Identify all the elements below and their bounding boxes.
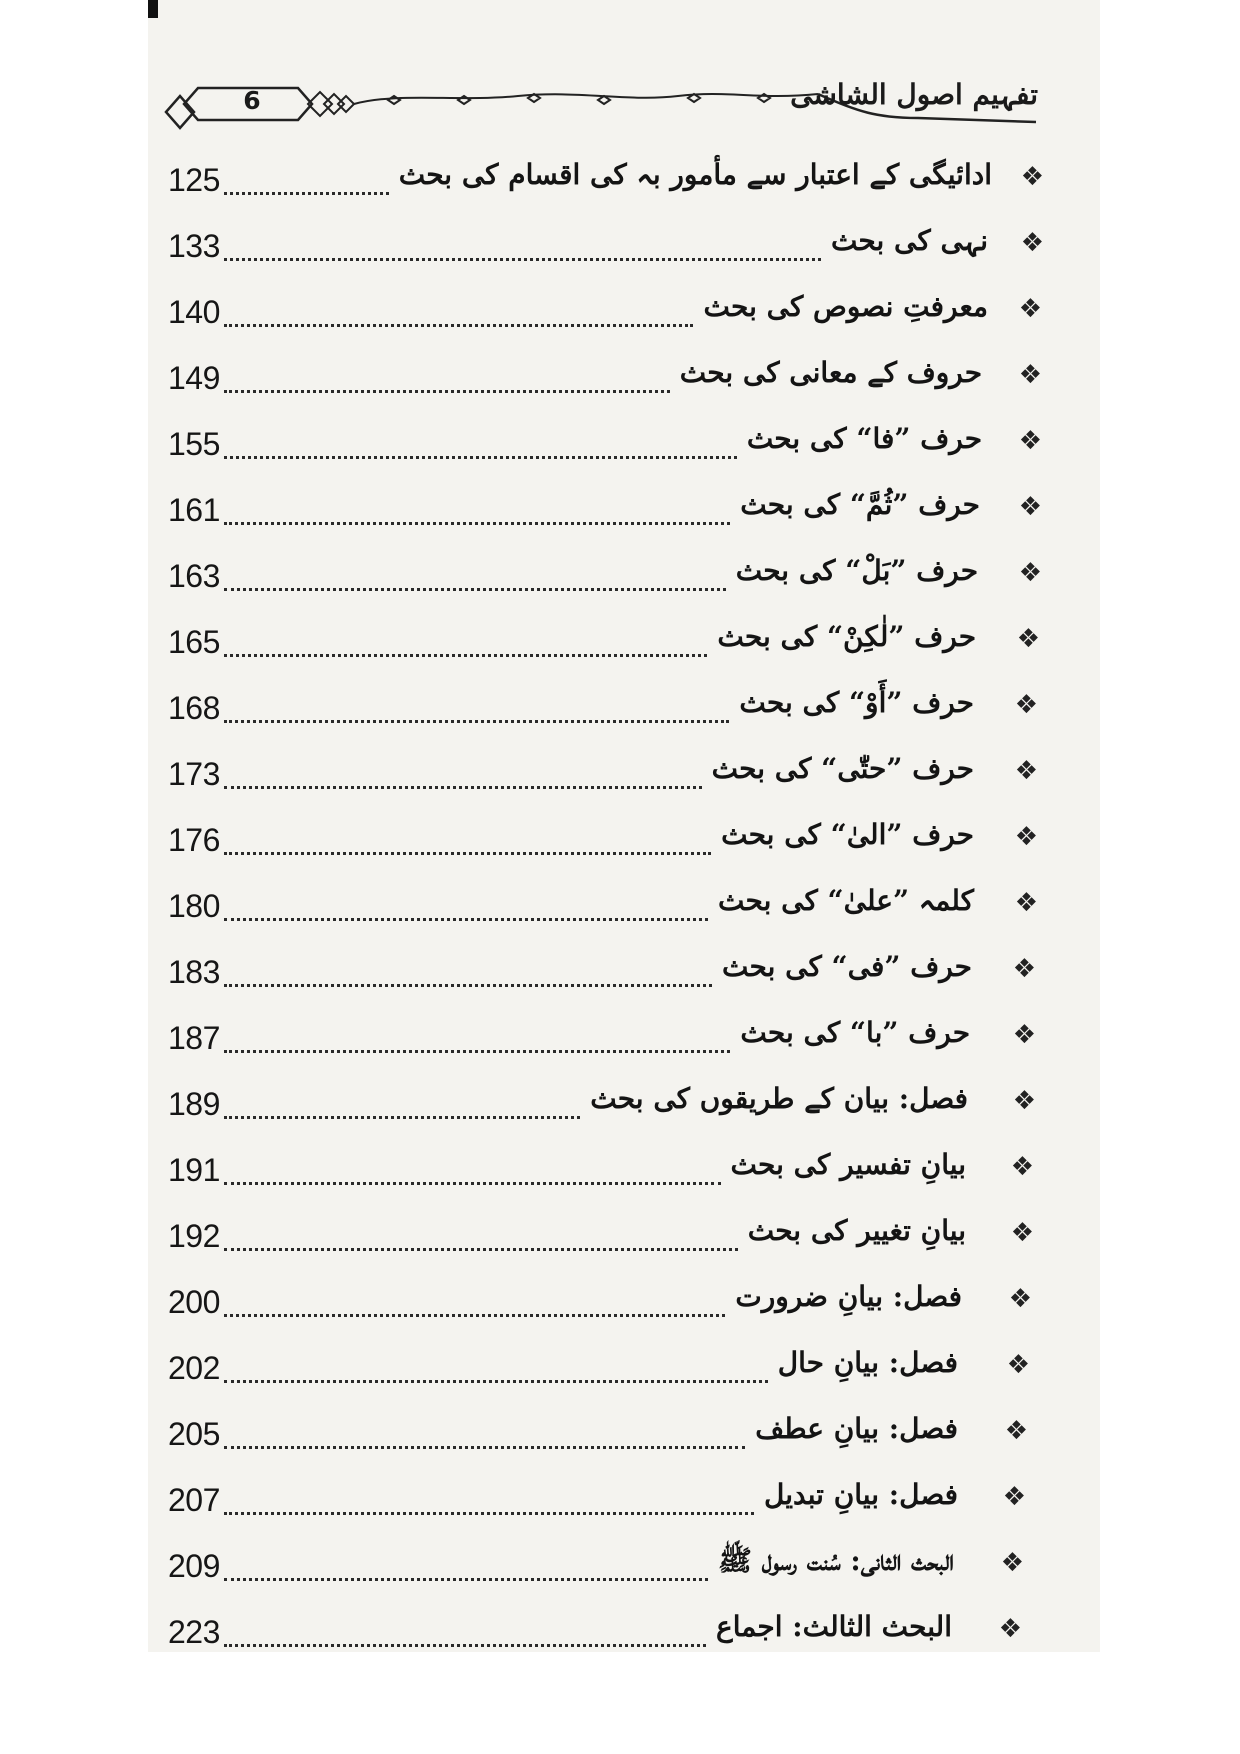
dot-leader — [224, 390, 670, 393]
diamond-bullet-icon: ❖ — [1008, 1284, 1032, 1314]
toc-page-number: 149 — [168, 360, 220, 396]
toc-entry-title: البحث الثانی: سُنت رسول ﷺ — [718, 1544, 954, 1577]
toc-page-number: 165 — [168, 624, 220, 660]
diamond-bullet-icon: ❖ — [1006, 1350, 1030, 1380]
toc-entry — [148, 154, 1100, 220]
toc-page-number: 209 — [168, 1548, 220, 1584]
toc-entry — [148, 1540, 1100, 1606]
dot-leader — [224, 456, 737, 459]
toc-entry — [148, 1408, 1100, 1474]
toc-entry-title: فصل: بیانِ عطف — [755, 1412, 958, 1445]
toc-entry — [148, 1144, 1100, 1210]
diamond-bullet-icon: ❖ — [1004, 1416, 1028, 1446]
toc-entry-title: حرف ”فی“ کی بحث — [722, 950, 972, 983]
toc-entry — [148, 1606, 1100, 1652]
toc-page-number: 125 — [168, 162, 220, 198]
toc-page-number: 205 — [168, 1416, 220, 1452]
toc-entry-title: ادائیگی کے اعتبار سے مأمور بہ کی اقسام کی بحث — [398, 158, 992, 191]
toc-entry-title: حرف ”حتّٰی“ کی بحث — [711, 752, 974, 785]
toc-entry — [148, 484, 1100, 550]
toc-entry-title: حرف ”با“ کی بحث — [740, 1016, 970, 1049]
toc-entry-title: حرف ”فا“ کی بحث — [746, 422, 982, 455]
toc-entry-title: حرف ”أَوْ“ کی بحث — [739, 686, 974, 719]
toc-entry-title: حرف ”الیٰ“ کی بحث — [721, 818, 974, 851]
toc-entry — [148, 418, 1100, 484]
toc-page-number: 187 — [168, 1020, 220, 1056]
toc-entry — [148, 1012, 1100, 1078]
toc-page-number: 176 — [168, 822, 220, 858]
toc-page-number: 223 — [168, 1614, 220, 1650]
diamond-bullet-icon: ❖ — [1012, 954, 1036, 984]
diamond-bullet-icon: ❖ — [1014, 822, 1038, 852]
diamond-bullet-icon: ❖ — [1018, 492, 1042, 522]
dot-leader — [224, 720, 729, 723]
toc-page-number: 192 — [168, 1218, 220, 1254]
toc-entry-title: حرف ”بَلْ“ کی بحث — [735, 554, 978, 587]
diamond-bullet-icon: ❖ — [1000, 1548, 1024, 1578]
toc-entry — [148, 1210, 1100, 1276]
toc-entry — [148, 682, 1100, 748]
diamond-bullet-icon: ❖ — [1018, 426, 1042, 456]
book-title: تفہیم اصول الشاشی — [790, 78, 1038, 111]
toc-entry — [148, 814, 1100, 880]
toc-page-number: 168 — [168, 690, 220, 726]
toc-entry — [148, 1276, 1100, 1342]
toc-entry — [148, 616, 1100, 682]
diamond-bullet-icon: ❖ — [1014, 690, 1038, 720]
dot-leader — [224, 654, 707, 657]
toc-entry — [148, 1342, 1100, 1408]
toc-entry — [148, 220, 1100, 286]
toc-entry-title: معرفتِ نصوص کی بحث — [703, 290, 988, 323]
toc-entry — [148, 1078, 1100, 1144]
toc-entry-title: حروف کے معانی کی بحث — [679, 356, 982, 389]
diamond-bullet-icon: ❖ — [1002, 1482, 1026, 1512]
dot-leader — [224, 1512, 754, 1515]
dot-leader — [224, 1248, 738, 1251]
diamond-bullet-icon: ❖ — [1012, 1020, 1036, 1050]
diamond-bullet-icon: ❖ — [1020, 228, 1044, 258]
toc-entry — [148, 748, 1100, 814]
diamond-bullet-icon: ❖ — [998, 1614, 1022, 1644]
toc-page-number: 202 — [168, 1350, 220, 1386]
toc-entry — [148, 352, 1100, 418]
running-header — [158, 72, 1048, 142]
dot-leader — [224, 324, 693, 327]
toc-page-number: 133 — [168, 228, 220, 264]
dot-leader — [224, 852, 711, 855]
dot-leader — [224, 258, 821, 261]
diamond-bullet-icon: ❖ — [1010, 1218, 1034, 1248]
toc-page-number: 140 — [168, 294, 220, 330]
diamond-bullet-icon: ❖ — [1014, 756, 1038, 786]
diamond-bullet-icon: ❖ — [1020, 162, 1044, 192]
dot-leader — [224, 786, 702, 789]
toc-page-number: 207 — [168, 1482, 220, 1518]
diamond-bullet-icon: ❖ — [1014, 888, 1038, 918]
toc-page-number: 189 — [168, 1086, 220, 1122]
dot-leader — [224, 1578, 708, 1581]
toc-entry — [148, 1474, 1100, 1540]
table-of-contents — [148, 154, 1100, 1652]
toc-entry — [148, 550, 1100, 616]
toc-page-number: 180 — [168, 888, 220, 924]
toc-entry-title: فصل: بیانِ ضرورت — [735, 1280, 962, 1313]
diamond-bullet-icon: ❖ — [1016, 624, 1040, 654]
toc-page-number: 161 — [168, 492, 220, 528]
dot-leader — [224, 1446, 745, 1449]
dot-leader — [224, 984, 712, 987]
toc-entry-title: فصل: بیان کے طریقوں کی بحث — [590, 1082, 968, 1115]
diamond-bullet-icon: ❖ — [1018, 294, 1042, 324]
toc-page-number: 163 — [168, 558, 220, 594]
toc-page-number: 200 — [168, 1284, 220, 1320]
dot-leader — [224, 522, 730, 525]
diamond-bullet-icon: ❖ — [1010, 1152, 1034, 1182]
page-number: 6 — [243, 86, 261, 115]
diamond-bullet-icon: ❖ — [1012, 1086, 1036, 1116]
toc-page-number: 173 — [168, 756, 220, 792]
toc-entry-title: بیانِ تغییر کی بحث — [747, 1214, 966, 1247]
dot-leader — [224, 1050, 730, 1053]
toc-entry-title: حرف ”ثُمَّ“ کی بحث — [740, 488, 980, 521]
toc-page-number: 155 — [168, 426, 220, 462]
dot-leader — [224, 1182, 721, 1185]
dot-leader — [224, 192, 389, 195]
dot-leader — [224, 918, 708, 921]
toc-entry-title: بیانِ تفسیر کی بحث — [730, 1148, 966, 1181]
toc-entry-title: فصل: بیانِ تبدیل — [764, 1478, 958, 1511]
toc-entry-title: کلمہ ”علیٰ“ کی بحث — [718, 884, 974, 917]
book-page — [148, 0, 1100, 1652]
toc-entry — [148, 946, 1100, 1012]
dot-leader — [224, 1116, 580, 1119]
toc-entry — [148, 286, 1100, 352]
toc-entry — [148, 880, 1100, 946]
toc-entry-title: حرف ”لٰکِنْ“ کی بحث — [717, 620, 976, 653]
dot-leader — [224, 1380, 768, 1383]
toc-entry-title: نہی کی بحث — [830, 224, 988, 257]
toc-entry-title: فصل: بیانِ حال — [777, 1346, 958, 1379]
diamond-bullet-icon: ❖ — [1018, 558, 1042, 588]
toc-entry-title: البحث الثالث: اجماع — [716, 1610, 952, 1643]
toc-page-number: 191 — [168, 1152, 220, 1188]
dot-leader — [224, 1644, 706, 1647]
dot-leader — [224, 1314, 725, 1317]
scan-edge-mark — [148, 0, 158, 18]
diamond-bullet-icon: ❖ — [1018, 360, 1042, 390]
dot-leader — [224, 588, 726, 591]
toc-page-number: 183 — [168, 954, 220, 990]
